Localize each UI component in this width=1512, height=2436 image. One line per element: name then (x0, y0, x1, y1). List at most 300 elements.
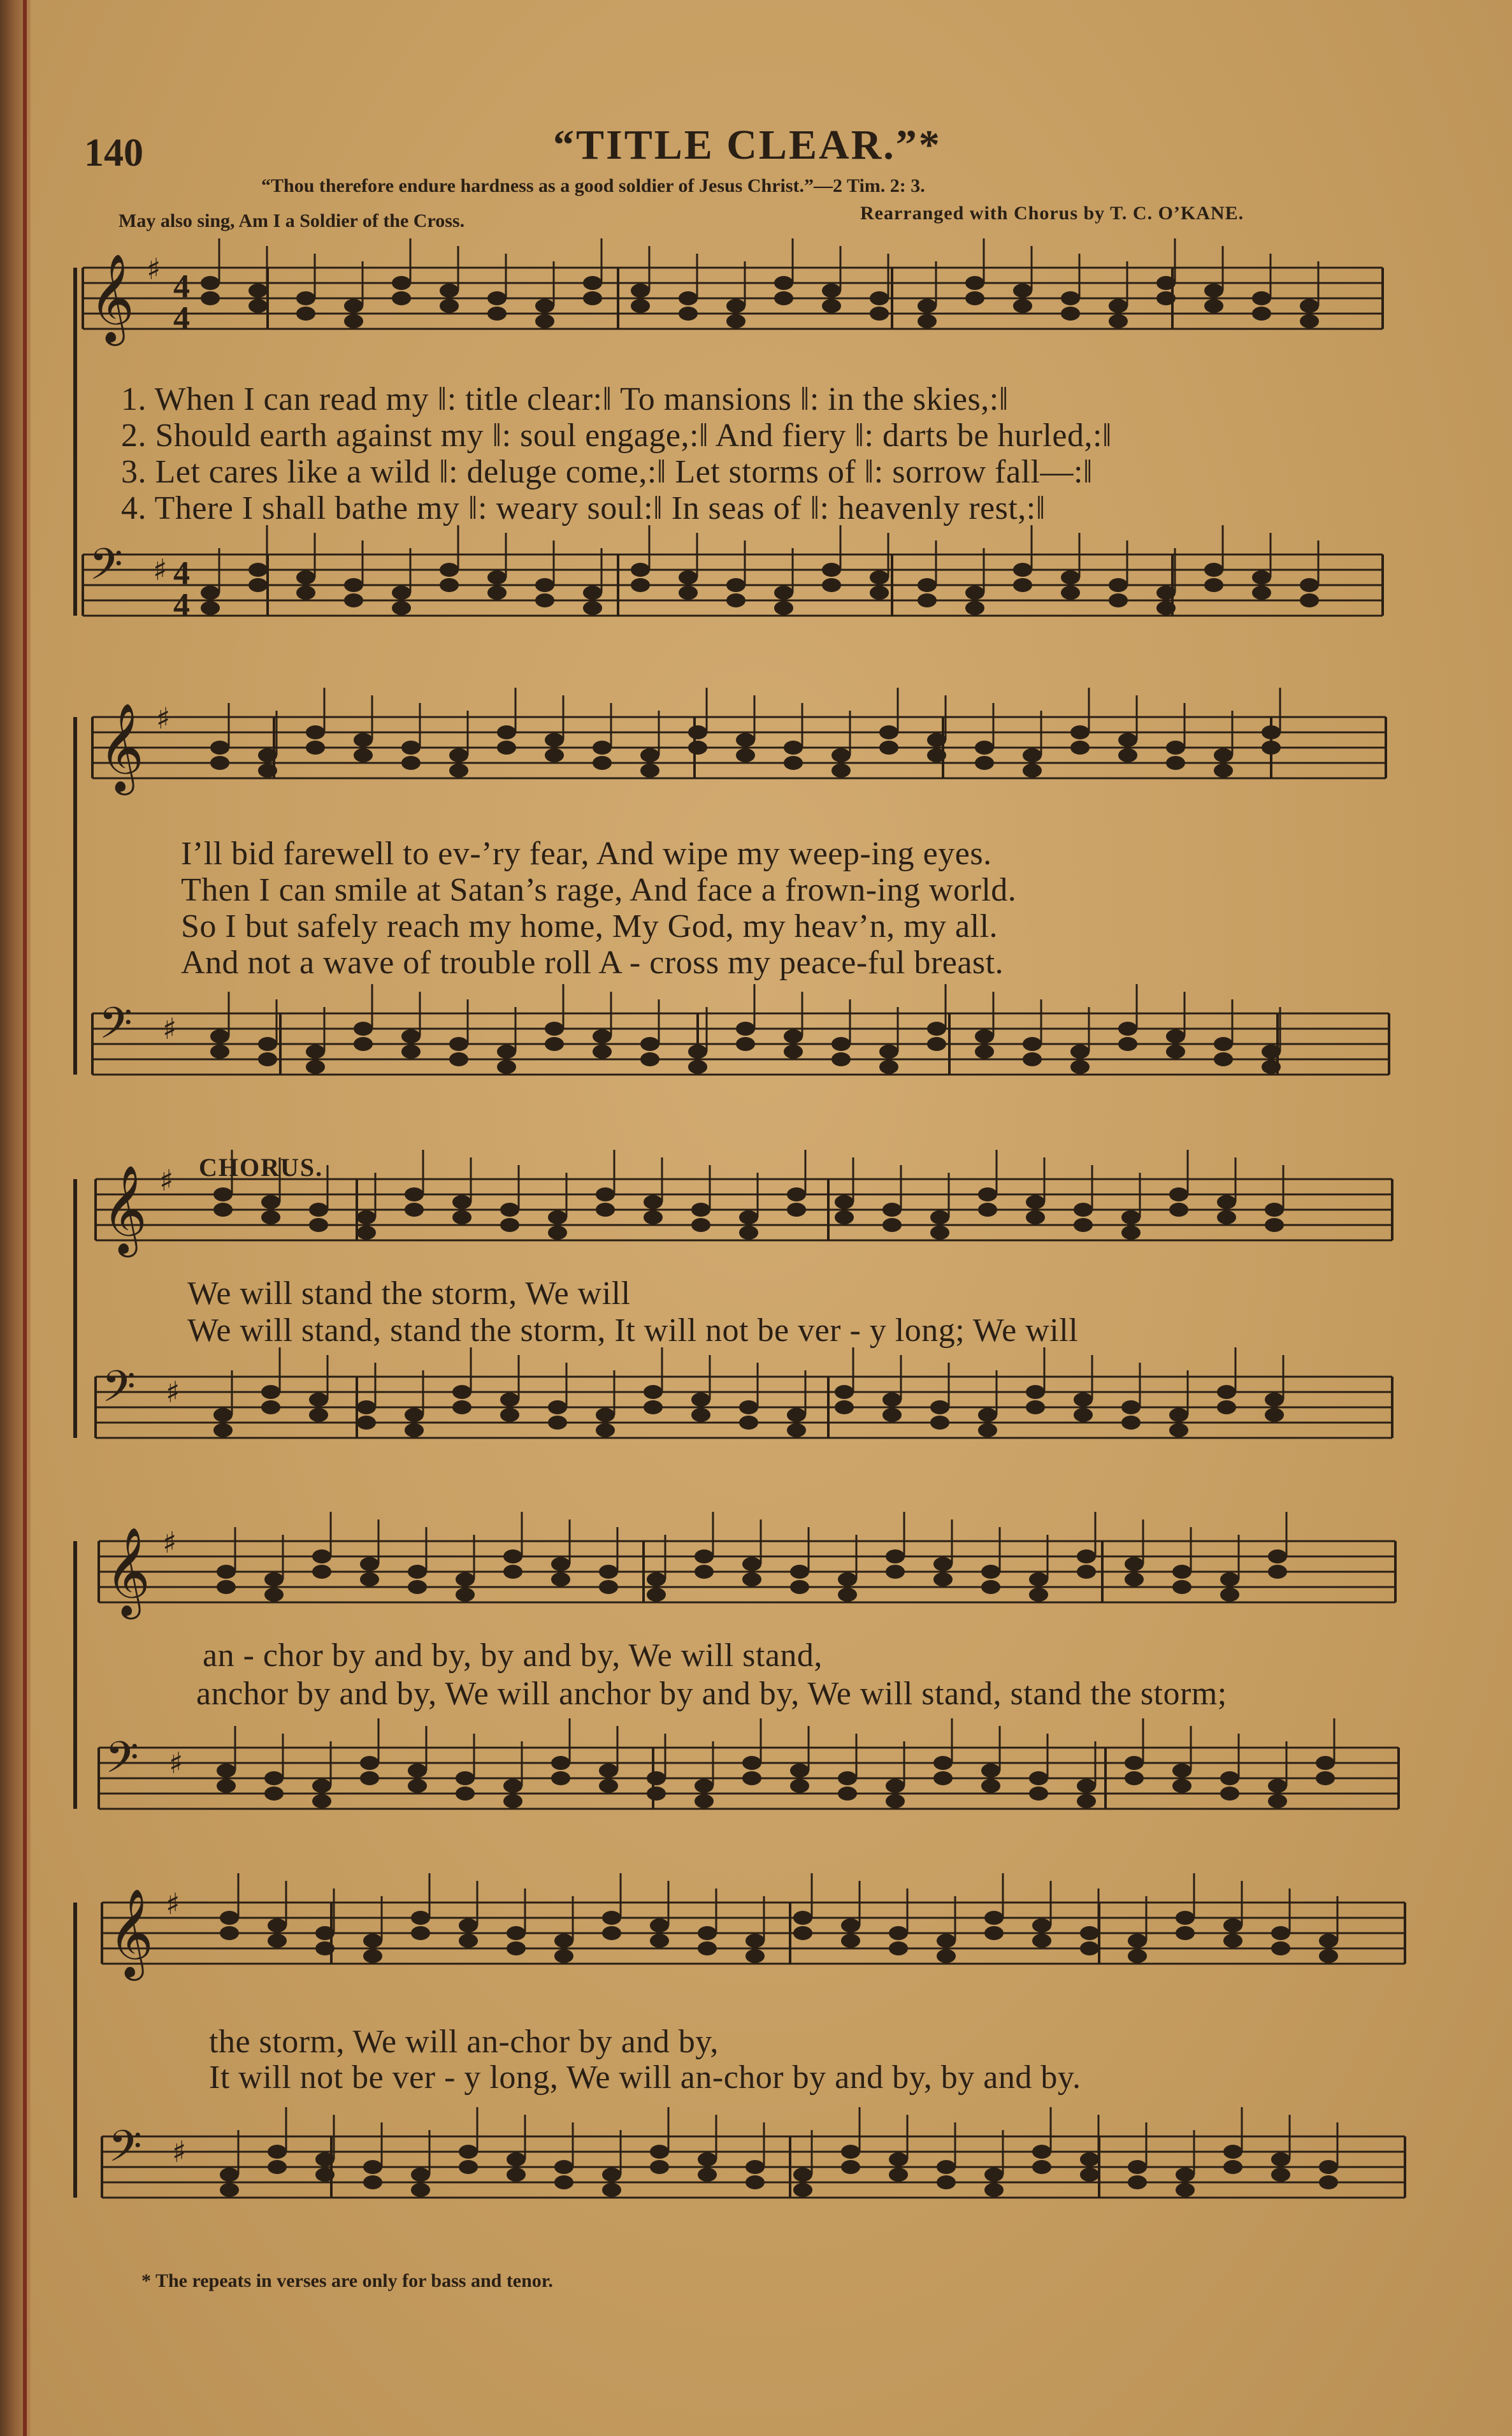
note-head (264, 1771, 284, 1785)
note-head (1074, 1203, 1093, 1217)
note-head (248, 578, 268, 592)
note-head (344, 578, 363, 592)
note-head (691, 1408, 710, 1422)
note-head (306, 1045, 325, 1059)
note-head (500, 1393, 519, 1407)
note-head (838, 1572, 857, 1586)
note-head (392, 291, 411, 305)
note-head (838, 1787, 857, 1801)
note-head (978, 1423, 997, 1437)
note-head (405, 1203, 424, 1217)
note-head (841, 2160, 860, 2174)
note-head (835, 1400, 854, 1414)
verse-1-line-1: 1. When I can read my ‖: title clear:‖ To mansions ‖: in the skies,:‖ (121, 381, 1009, 417)
note-head (1032, 1934, 1051, 1948)
note-head (503, 1549, 522, 1563)
verse-4-line-1: 4. There I shall bathe my ‖: weary soul:‖ In seas of ‖: heavenly rest,:‖ (121, 490, 1046, 526)
note-head (545, 748, 564, 762)
note-head (363, 2160, 382, 2174)
note-head (1176, 1911, 1195, 1925)
note-head (688, 1060, 707, 1074)
note-head (357, 1226, 376, 1240)
note-head (1204, 578, 1223, 592)
note-head (360, 1756, 379, 1770)
note-head (889, 1926, 908, 1940)
note-head (832, 1052, 851, 1066)
note-head (315, 2152, 335, 2166)
note-head (822, 563, 841, 577)
note-head (1166, 1045, 1185, 1059)
note-head (268, 1934, 287, 1948)
time-signature-treble-top: 4 (173, 268, 190, 305)
note-head (1077, 1779, 1096, 1793)
note-head (644, 1210, 663, 1224)
note-head (691, 1393, 710, 1407)
note-head (784, 1045, 803, 1059)
note-head (975, 1029, 994, 1043)
note-head (201, 291, 220, 305)
note-head (210, 756, 229, 770)
note-head (217, 1779, 236, 1793)
note-head (583, 586, 602, 600)
note-head (459, 1918, 478, 1932)
note-head (981, 1779, 1000, 1793)
note-head (1319, 2175, 1338, 2189)
note-head (503, 1565, 522, 1579)
note-head (440, 578, 459, 592)
note-head (354, 733, 373, 747)
note-head (835, 1210, 854, 1224)
note-head (695, 1779, 714, 1793)
note-head (363, 1949, 382, 1963)
note-head (1029, 1787, 1048, 1801)
key-signature-sharp: ♯ (162, 1011, 177, 1046)
note-head (548, 1226, 567, 1240)
note-head (1220, 1572, 1239, 1586)
note-head (357, 1416, 376, 1430)
note-head (357, 1210, 376, 1224)
note-head (787, 1203, 806, 1217)
note-head (487, 586, 507, 600)
note-head (688, 725, 707, 739)
note-head (965, 291, 984, 305)
note-head (650, 1934, 669, 1948)
key-signature-sharp: ♯ (156, 701, 171, 736)
note-head (1118, 733, 1137, 747)
note-head (599, 1779, 618, 1793)
note-head (261, 1385, 280, 1399)
note-head (583, 276, 602, 290)
note-head (596, 1408, 615, 1422)
note-head (739, 1226, 758, 1240)
note-head (1169, 1423, 1188, 1437)
note-head (930, 1400, 949, 1414)
note-head (1176, 2183, 1195, 2197)
note-head (975, 1045, 994, 1059)
note-head (631, 578, 650, 592)
note-head (548, 1416, 567, 1430)
note-head (593, 1045, 612, 1059)
note-head (838, 1771, 857, 1785)
note-head (822, 578, 841, 592)
note-head (296, 291, 315, 305)
note-head (784, 741, 803, 755)
note-head (258, 1037, 277, 1051)
note-head (248, 284, 268, 298)
note-head (1156, 601, 1176, 615)
note-head (548, 1210, 567, 1224)
note-head (309, 1218, 328, 1232)
bass-clef: 𝄢 (99, 999, 133, 1059)
note-head (551, 1572, 570, 1586)
note-head (497, 725, 516, 739)
note-head (889, 2168, 908, 2182)
note-head (500, 1408, 519, 1422)
verse-3-line-1: 3. Let cares like a wild ‖: deluge come,:‖ Let storms of ‖: sorrow fall—:‖ (121, 454, 1093, 490)
note-head (261, 1195, 280, 1209)
note-head (784, 1029, 803, 1043)
note-head (1262, 1045, 1281, 1059)
note-head (650, 2160, 669, 2174)
note-head (217, 1764, 236, 1778)
note-head (258, 748, 277, 762)
note-head (1029, 1588, 1048, 1602)
note-head (1121, 1226, 1141, 1240)
note-head (886, 1779, 905, 1793)
note-head (1169, 1408, 1188, 1422)
note-head (507, 2168, 526, 2182)
note-head (217, 1580, 236, 1594)
note-head (1026, 1195, 1045, 1209)
note-head (965, 601, 984, 615)
note-head (1268, 1779, 1287, 1793)
note-head (742, 1557, 761, 1571)
note-head (1109, 299, 1128, 313)
note-head (354, 1037, 373, 1051)
note-head (927, 1037, 946, 1051)
note-head (1128, 2175, 1147, 2189)
note-head (835, 1195, 854, 1209)
note-head (691, 1218, 710, 1232)
note-head (1265, 1393, 1284, 1407)
note-head (1074, 1393, 1093, 1407)
note-head (784, 756, 803, 770)
note-head (354, 1022, 373, 1036)
note-head (822, 284, 841, 298)
bass-clef: 𝄢 (102, 1362, 136, 1423)
key-signature-sharp: ♯ (159, 1163, 174, 1198)
note-head (487, 291, 507, 305)
note-head (1166, 741, 1185, 755)
note-head (1023, 764, 1042, 778)
note-head (593, 756, 612, 770)
note-head (918, 299, 937, 313)
note-head (507, 2152, 526, 2166)
note-head (1169, 1187, 1188, 1201)
note-head (978, 1187, 997, 1201)
note-head (1077, 1565, 1096, 1579)
note-head (596, 1423, 615, 1437)
note-head (401, 741, 421, 755)
note-head (726, 593, 745, 607)
note-head (984, 2168, 1004, 2182)
arranger-credit: Rearranged with Chorus by T. C. O’KANE. (860, 203, 1244, 224)
note-head (644, 1385, 663, 1399)
note-head (456, 1588, 475, 1602)
note-head (449, 748, 468, 762)
note-head (1166, 1029, 1185, 1043)
note-head (790, 1580, 809, 1594)
note-head (1061, 307, 1080, 321)
note-head (1319, 1949, 1338, 1963)
note-head (978, 1203, 997, 1217)
note-head (408, 1565, 427, 1579)
note-head (599, 1764, 618, 1778)
note-head (793, 2183, 812, 2197)
note-head (918, 578, 937, 592)
note-head (889, 2152, 908, 2166)
note-head (793, 1926, 812, 1940)
note-head (545, 1037, 564, 1051)
note-head (408, 1779, 427, 1793)
note-head (647, 1588, 666, 1602)
note-head (647, 1771, 666, 1785)
note-head (497, 741, 516, 755)
note-head (1300, 314, 1319, 328)
note-head (841, 1934, 860, 1948)
note-head (452, 1385, 472, 1399)
note-head (1319, 2160, 1338, 2174)
note-head (790, 1565, 809, 1579)
note-head (1070, 1045, 1090, 1059)
note-head (745, 1949, 765, 1963)
note-head (408, 1764, 427, 1778)
note-head (210, 741, 229, 755)
note-head (1176, 2168, 1195, 2182)
note-head (736, 1037, 755, 1051)
scripture-epigraph: “Thou therefore endure hardness as a good soldier of Jesus Christ.”—2 Tim. 2: 3. (261, 175, 925, 196)
note-head (841, 1918, 860, 1932)
note-head (644, 1400, 663, 1414)
bass-clef: 𝄢 (105, 1733, 139, 1794)
note-head (835, 1385, 854, 1399)
note-head (456, 1787, 475, 1801)
note-head (1217, 1210, 1236, 1224)
note-head (1121, 1210, 1141, 1224)
note-head (1204, 563, 1223, 577)
treble-clef: 𝄞 (89, 254, 134, 342)
key-signature-sharp: ♯ (153, 553, 168, 587)
note-head (927, 748, 946, 762)
bass-clef: 𝄢 (89, 540, 123, 600)
treble-clef: 𝄞 (99, 703, 144, 792)
note-head (545, 1022, 564, 1036)
note-head (1023, 1037, 1042, 1051)
note-head (882, 1218, 902, 1232)
note-head (264, 1572, 284, 1586)
note-head (220, 2183, 239, 2197)
note-head (1204, 299, 1223, 313)
note-head (742, 1771, 761, 1785)
note-head (599, 1565, 618, 1579)
note-head (360, 1771, 379, 1785)
note-head (213, 1203, 233, 1217)
note-head (1125, 1771, 1144, 1785)
note-head (596, 1187, 615, 1201)
note-head (497, 1060, 516, 1074)
note-head (984, 1926, 1004, 1940)
note-head (918, 593, 937, 607)
note-head (248, 299, 268, 313)
note-head (1074, 1408, 1093, 1422)
note-head (315, 2168, 335, 2182)
note-head (401, 1045, 421, 1059)
note-head (602, 1911, 621, 1925)
note-head (392, 586, 411, 600)
note-head (1271, 2168, 1290, 2182)
note-head (832, 1037, 851, 1051)
note-head (1172, 1764, 1192, 1778)
note-head (344, 299, 363, 313)
note-head (978, 1408, 997, 1422)
alternate-tune-note: May also sing, Am I a Soldier of the Cross. (119, 210, 465, 231)
note-head (503, 1794, 522, 1808)
note-head (691, 1203, 710, 1217)
note-head (870, 586, 889, 600)
note-head (631, 284, 650, 298)
note-head (640, 1037, 659, 1051)
note-head (583, 601, 602, 615)
note-head (745, 2175, 765, 2189)
note-head (679, 570, 698, 584)
note-head (679, 307, 698, 321)
note-head (315, 1926, 335, 1940)
page-number: 140 (84, 131, 143, 175)
note-head (774, 291, 793, 305)
note-head (1268, 1794, 1287, 1808)
note-head (545, 733, 564, 747)
note-head (1118, 748, 1137, 762)
note-head (882, 1393, 902, 1407)
note-head (1300, 299, 1319, 313)
note-head (1032, 2145, 1051, 2159)
chorus-line-2-lower: anchor by and by, We will anchor by and by, We will stand, stand the storm; (196, 1676, 1227, 1712)
chorus-line-2-upper: an - chor by and by, by and by, We will stand, (203, 1637, 823, 1674)
note-head (487, 570, 507, 584)
verse-1-line-2: I’ll bid farewell to ev-’ry fear, And wipe my weep-ing eyes. (181, 836, 992, 872)
note-head (309, 1203, 328, 1217)
note-head (1271, 1941, 1290, 1955)
note-head (937, 2175, 956, 2189)
note-head (886, 1565, 905, 1579)
note-head (981, 1565, 1000, 1579)
note-head (411, 2183, 430, 2197)
note-head (405, 1187, 424, 1201)
note-head (392, 601, 411, 615)
note-head (405, 1408, 424, 1422)
note-head (507, 1941, 526, 1955)
note-head (965, 276, 984, 290)
note-head (213, 1408, 233, 1422)
note-head (363, 1934, 382, 1948)
note-head (698, 2152, 717, 2166)
note-head (456, 1572, 475, 1586)
note-head (933, 1756, 953, 1770)
note-head (726, 578, 745, 592)
note-head (1265, 1408, 1284, 1422)
note-head (401, 756, 421, 770)
note-head (882, 1408, 902, 1422)
note-head (1223, 2160, 1242, 2174)
note-head (1300, 593, 1319, 607)
note-head (599, 1580, 618, 1594)
note-head (440, 299, 459, 313)
note-head (679, 586, 698, 600)
note-head (554, 2160, 573, 2174)
key-signature-sharp: ♯ (172, 2135, 187, 2169)
note-head (1128, 1934, 1147, 1948)
note-head (1217, 1385, 1236, 1399)
note-head (261, 1400, 280, 1414)
note-head (535, 314, 554, 328)
note-head (790, 1764, 809, 1778)
note-head (1118, 1037, 1137, 1051)
note-head (210, 1045, 229, 1059)
note-head (695, 1565, 714, 1579)
note-head (1121, 1416, 1141, 1430)
note-head (220, 2168, 239, 2182)
note-head (1109, 593, 1128, 607)
note-head (640, 764, 659, 778)
note-head (503, 1779, 522, 1793)
note-head (1080, 2168, 1099, 2182)
note-head (1109, 314, 1128, 328)
note-head (1061, 291, 1080, 305)
verse-2-line-1: 2. Should earth against my ‖: soul engage,:‖ And fiery ‖: darts be hurled,:‖ (121, 417, 1112, 454)
note-head (1029, 1771, 1048, 1785)
note-head (1316, 1756, 1335, 1770)
note-head (456, 1771, 475, 1785)
time-signature-bass-top: 4 (173, 555, 190, 591)
note-head (551, 1756, 570, 1770)
note-head (742, 1572, 761, 1586)
note-head (1204, 284, 1223, 298)
note-head (220, 1911, 239, 1925)
note-head (309, 1393, 328, 1407)
note-head (933, 1771, 953, 1785)
note-head (1128, 2160, 1147, 2174)
note-head (602, 2168, 621, 2182)
note-head (315, 1941, 335, 1955)
note-head (392, 276, 411, 290)
note-head (296, 570, 315, 584)
note-head (1220, 1787, 1239, 1801)
note-head (927, 733, 946, 747)
note-head (981, 1580, 1000, 1594)
note-head (937, 2160, 956, 2174)
note-head (306, 1060, 325, 1074)
note-head (1013, 299, 1032, 313)
note-head (268, 1918, 287, 1932)
note-head (201, 276, 220, 290)
note-head (726, 299, 745, 313)
note-head (879, 725, 898, 739)
note-head (344, 593, 363, 607)
note-head (739, 1210, 758, 1224)
note-head (937, 1934, 956, 1948)
note-head (870, 307, 889, 321)
note-head (220, 1926, 239, 1940)
